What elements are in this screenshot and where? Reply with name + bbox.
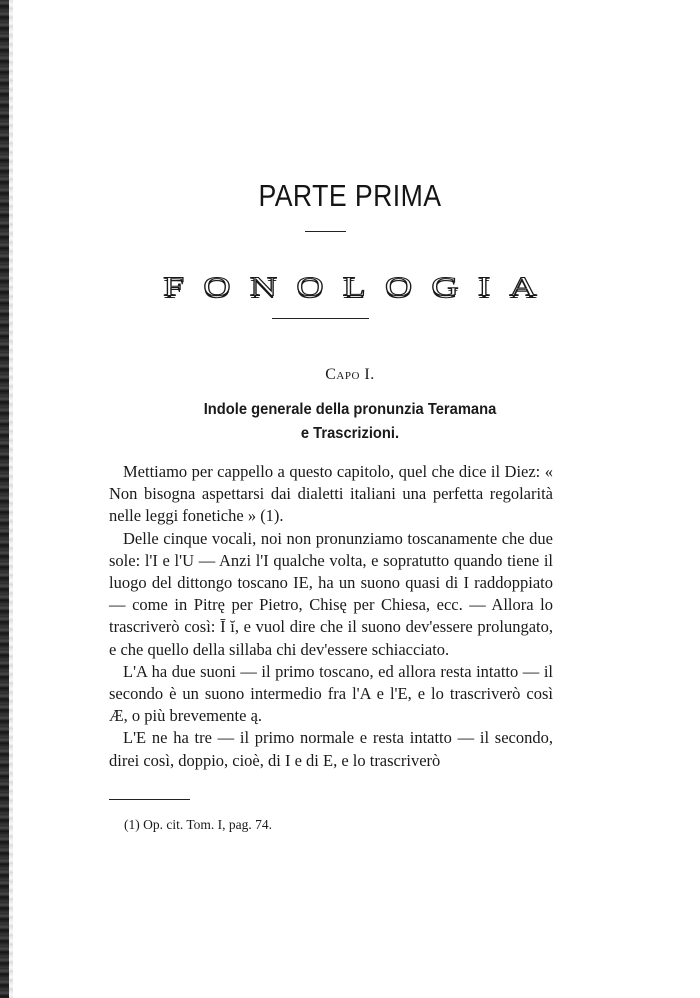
footnote-rule bbox=[109, 799, 190, 800]
chapter-title-line-1: Indole generale della pronunzia Teramana bbox=[203, 401, 497, 418]
chapter-title-line-2: e Trascrizioni. bbox=[300, 425, 400, 442]
footnote: (1) Op. cit. Tom. I, pag. 74. bbox=[124, 817, 273, 832]
paragraph: L'E ne ha tre — il primo normale e resta intatto — il secondo, direi così, doppio, cioè, di I e di E, e lo trascriverò bbox=[109, 728, 553, 770]
page-edge-shadow bbox=[0, 0, 9, 998]
divider-rule bbox=[305, 231, 346, 232]
paragraph: Mettiamo per cappello a questo capitolo, quel che dice il Diez: « Non bisogna aspettarsi dai dialetti italiani una perfetta regolarità nelle leggi fonetiche » (1). bbox=[109, 462, 553, 526]
body-text bbox=[109, 461, 553, 772]
divider-rule bbox=[272, 318, 369, 319]
paragraph: Delle cinque vocali, noi non pronunziamo toscanamente che due sole: l'I e l'U — Anzi l'I qualche volta, e sopratutto quando tiene il luogo del dittongo toscano IE, ha un suono quasi di I raddoppiato — come in Pitrę per Pietro, Chisę per Chiesa, ecc. — Allora lo trascriverò così: Ī ĭ, e vuol dire che il suono dev'essere prolungato, e che quello della sillaba chi dev'essere schiacciato. bbox=[109, 528, 553, 659]
part-heading: PARTE PRIMA bbox=[258, 178, 442, 213]
section-heading: FONOLOGIA bbox=[163, 271, 556, 303]
paragraph: L'A ha due suoni — il primo toscano, ed allora resta intatto — il secondo è un suono intermedio fra l'A e l'E, e lo trascriverò così Æ, o più brevemente ą. bbox=[109, 661, 553, 726]
page-edge-highlight bbox=[9, 0, 13, 998]
chapter-heading: Capo I. bbox=[325, 366, 375, 383]
